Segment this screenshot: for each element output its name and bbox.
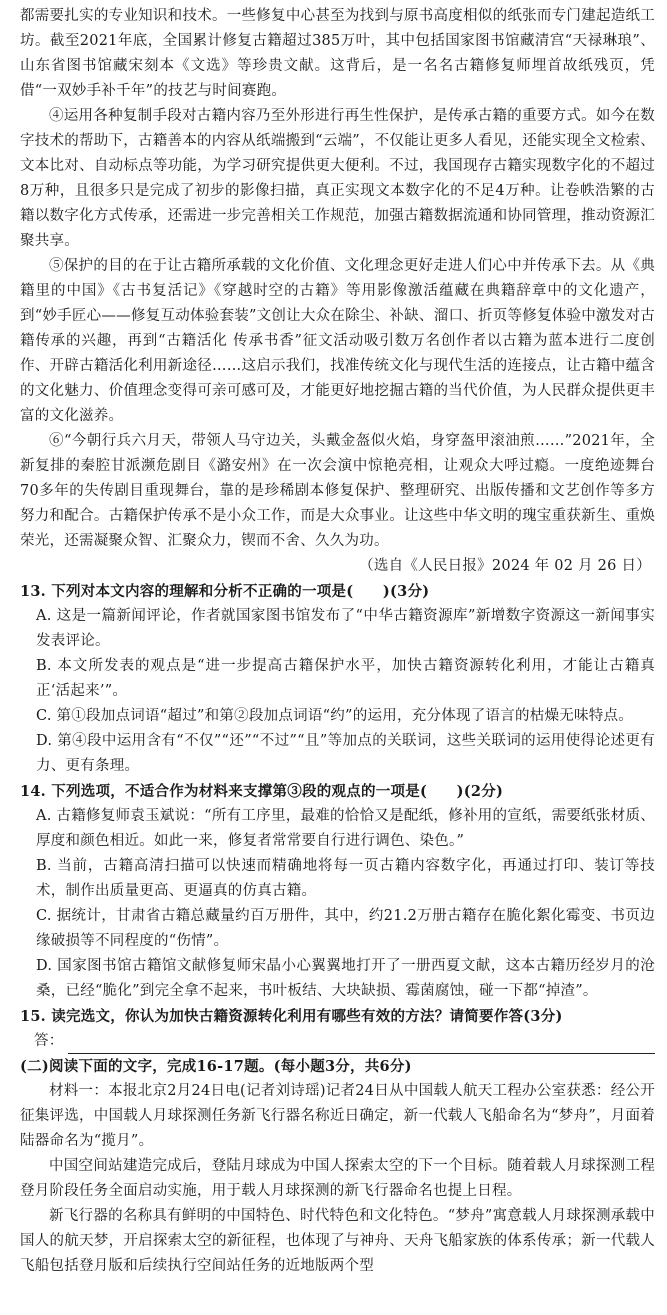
passage-source: （选自《人民日报》2024 年 02 月 26 日） — [359, 558, 651, 574]
material-1-paragraph-2: 中国空间站建造完成后，登陆月球成为中国人探索太空的下一个目标。随着载人月球探测工程登月阶段任务全面启动实施，用于载人月球探测的新飞行器命名也提上日程。 — [20, 1158, 655, 1199]
question-14 — [20, 779, 655, 1004]
question-14-stem: 14. 下列选项，不适合作为材料来支撑第③段的观点的一项是( )(2分) — [20, 783, 504, 800]
material-1-paragraph-1: 材料一：本报北京2月24日电(记者刘诗瑶)记者24日从中国载人航天工程办公室获悉：经公开征集评选，中国载人月球探测任务新飞行器名称近日确定，新一代载人飞船命名为“梦舟”，月面着陆器命名为“揽月”。 — [20, 1083, 655, 1149]
section-2-heading: (二)阅读下面的文字，完成16-17题。(每小题3分，共6分) — [20, 1058, 412, 1075]
question-13-option-a[interactable]: A. 这是一篇新闻评论，作者就国家图书馆发布了“中华古籍资源库”新增数字资源这一新闻事实发表评论。 — [36, 608, 655, 649]
question-15 — [20, 1004, 655, 1054]
answer-label: 答： — [34, 1033, 64, 1049]
passage-paragraph-3: 都需要扎实的专业知识和技术。一些修复中心甚至为找到与原书高度相似的纸张而专门建起造纸工坊。截至2021年底，全国累计修复古籍超过385万叶，其中包括国家图书馆藏清宫“天禄琳琅”、山东省图书馆藏宋刻本《文选》等珍贵文献。这背后，是一名名古籍修复师埋首故纸残页，凭借“一双妙手补千年”的技艺与时间赛跑。 — [20, 8, 655, 99]
passage-paragraph-6: ⑥“今朝行兵六月天，带领人马守边关，头戴金盔似火焰，身穿盔甲滚油煎……”2021年，全新复排的秦腔甘派濒危剧目《潞安州》在一次会演中惊艳亮相，让观众大呼过瘾。一度绝迹舞台70多年的失传剧目重现舞台，靠的是珍稀剧本修复保护、整理研究、出版传播和文艺创作等多方努力和配合。古籍保护传承不是小众工作，而是大众事业。让这些中华文明的瑰宝重获新生、重焕荣光，还需凝聚众智、汇聚众力，锲而不舍、久久为功。 — [20, 433, 655, 549]
question-15-answer-area[interactable] — [20, 1029, 655, 1054]
answer-line[interactable] — [68, 1035, 656, 1054]
question-13-stem: 13. 下列对本文内容的理解和分析不正确的一项是( )(3分) — [20, 583, 430, 600]
question-14-option-b[interactable]: B. 当前，古籍高清扫描可以快速而精确地将每一页古籍内容数字化，再通过打印、装订等技术，制作出质量更高、更逼真的仿真古籍。 — [36, 858, 655, 899]
question-13 — [20, 579, 655, 779]
material-1-paragraph-3: 新飞行器的名称具有鲜明的中国特色、时代特色和文化特色。“梦舟”寓意载人月球探测承载中国人的航天梦，开启探索太空的新征程，也体现了与神舟、天舟飞船家族的体系传承；新一代载人飞船包括登月版和后续执行空间站任务的近地版两个型 — [20, 1208, 655, 1274]
question-15-stem: 15. 读完选文，你认为加快古籍资源转化利用有哪些有效的方法？请简要作答(3分) — [20, 1008, 563, 1025]
question-14-option-a[interactable]: A. 古籍修复师袁玉斌说：“所有工序里，最难的恰恰又是配纸，修补用的宣纸，需要纸张材质、厚度和颜色相近。如此一来，修复者常常要自行进行调色、染色。” — [36, 808, 655, 849]
question-13-option-b[interactable]: B. 本文所发表的观点是“进一步提高古籍保护水平，加快古籍资源转化利用，才能让古籍真正‘活起来’”。 — [36, 658, 655, 699]
question-14-option-c[interactable]: C. 据统计，甘肃省古籍总藏量约百万册件，其中，约21.2万册古籍存在脆化絮化霉变、书页边缘破损等不同程度的“伤情”。 — [36, 908, 655, 949]
question-14-option-d[interactable]: D. 国家图书馆古籍馆文献修复师宋晶小心翼翼地打开了一册西夏文献，这本古籍历经岁月的沧桑，已经“脆化”到完全拿不起来，书叶板结、大块缺损、霉菌腐蚀，碰一下都“掉渣”。 — [36, 958, 655, 999]
question-13-option-c[interactable]: C. 第①段加点词语“超过”和第②段加点词语“约”的运用，充分体现了语言的枯燥无味特点。 — [36, 708, 633, 724]
passage-paragraph-4: ④运用各种复制手段对古籍内容乃至外形进行再生性保护，是传承古籍的重要方式。如今在数字技术的帮助下，古籍善本的内容从纸端搬到“云端”，不仅能让更多人看见，还能实现全文检索、文本比对、自动标点等功能，为学习研究提供更大便利。不过，我国现存古籍实现数字化的不超过8万种，且很多只是完成了初步的影像扫描，真正实现文本数字化的不足4万种。让卷帙浩繁的古籍以数字化方式传承，还需进一步完善相关工作规范，加强古籍数据流通和协同管理，推动资源汇聚共享。 — [20, 108, 655, 249]
question-13-option-d[interactable]: D. 第④段中运用含有“不仅”“还”“不过”“且”等加点的关联词，这些关联词的运用使得论述更有力、更有条理。 — [36, 733, 655, 774]
passage-paragraph-5: ⑤保护的目的在于让古籍所承载的文化价值、文化理念更好走进人们心中并传承下去。从《典籍里的中国》《古书复活记》《穿越时空的古籍》等用影像激活蕴藏在典籍辞章中的文化遗产，到“妙手匠心——修复互动体验套装”文创让大众在除尘、补缺、溜口、折页等修复体验中激发对古籍传承的兴趣，再到“古籍活化 传承书香”征文活动吸引数万名创作者以古籍为蓝本进行二度创作、开辟古籍活化利用新途径……这启示我们，找准传统文化与现代生活的连接点，让古籍中蕴含的文化魅力、价值理念变得可亲可感可及，才能更好地挖掘古籍的当代价值，为人民群众提供更丰富的文化滋养。 — [20, 258, 655, 424]
